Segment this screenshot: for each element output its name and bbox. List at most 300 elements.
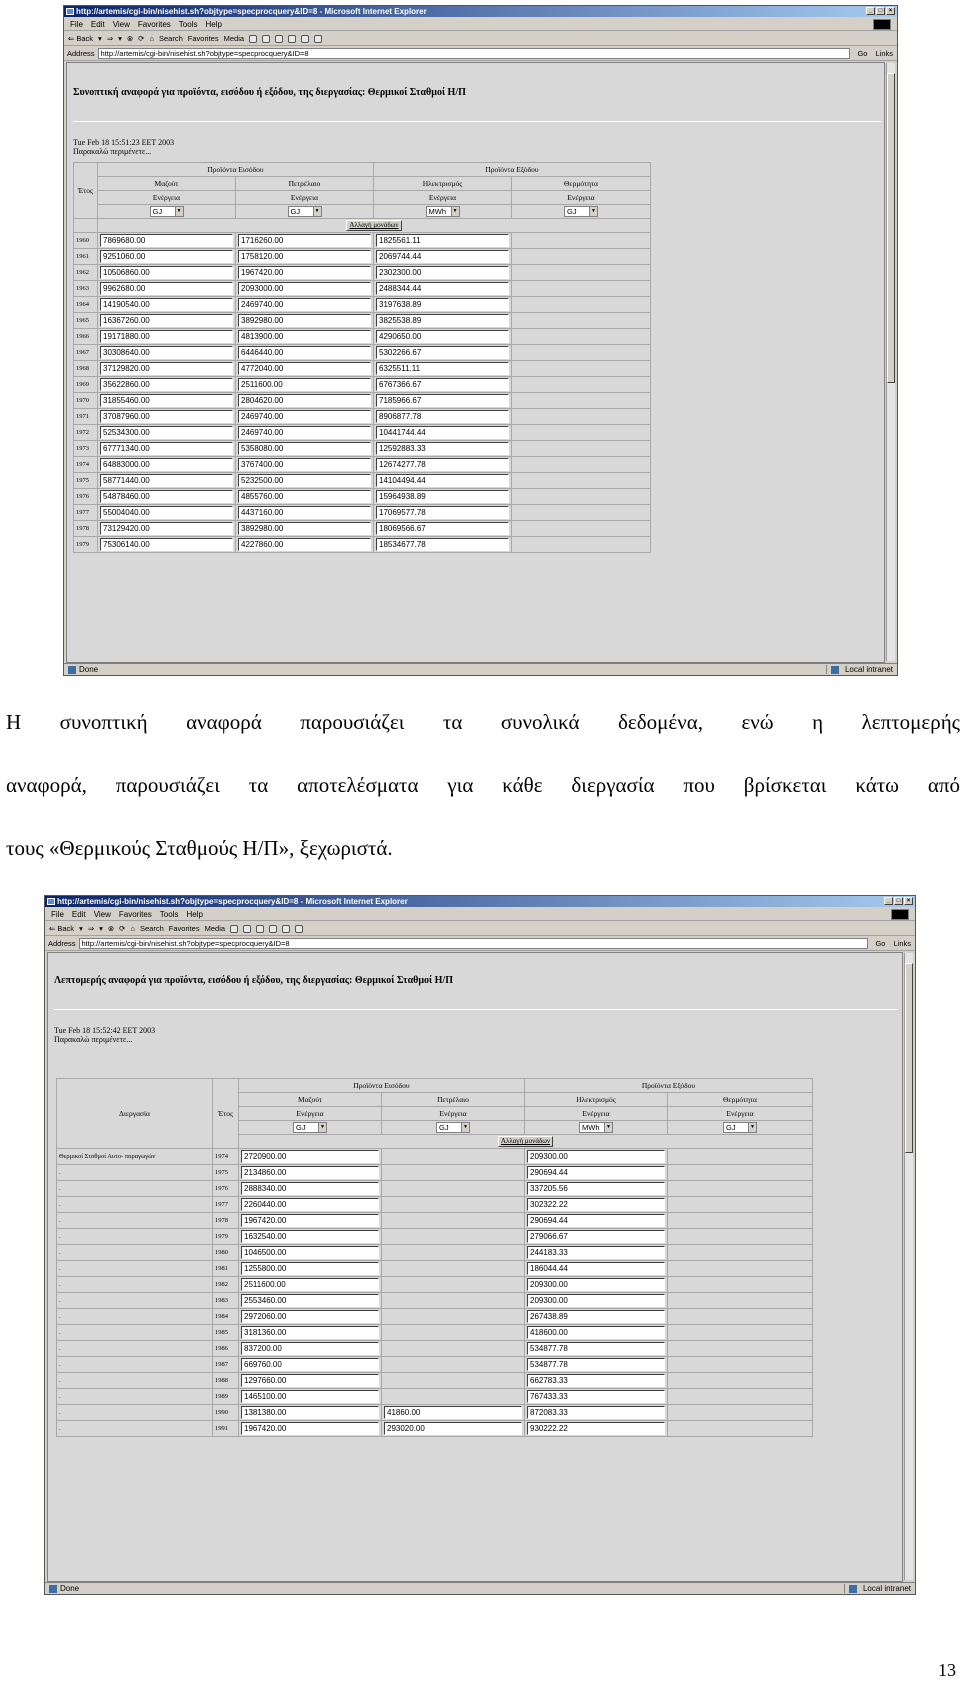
value-cell: [525, 1261, 668, 1277]
refresh-button[interactable]: ⟳: [119, 924, 126, 933]
value-field[interactable]: 2469740.00: [238, 410, 371, 423]
year-cell: 1982: [213, 1277, 239, 1293]
value-field[interactable]: 669760.00: [241, 1358, 379, 1371]
unit-select[interactable]: [288, 206, 322, 217]
value-field[interactable]: 19171880.00: [100, 330, 233, 343]
address-bar: [45, 937, 915, 951]
value-field[interactable]: 3892980.00: [238, 522, 371, 535]
value-field[interactable]: 73129420.00: [100, 522, 233, 535]
empty-cell: [512, 393, 651, 409]
empty-cell: [668, 1341, 813, 1357]
value-field[interactable]: 302322.22: [527, 1198, 665, 1211]
value-field[interactable]: 17069577.78: [376, 506, 509, 519]
value-field[interactable]: 290694.44: [527, 1166, 665, 1179]
value-field[interactable]: 16367260.00: [100, 314, 233, 327]
value-field[interactable]: 41860.00: [384, 1406, 522, 1419]
title-bar: [64, 6, 897, 17]
value-field[interactable]: 186044.44: [527, 1262, 665, 1275]
value-field[interactable]: 6767366.67: [376, 378, 509, 391]
value-field[interactable]: 2134860.00: [241, 1166, 379, 1179]
menu-edit[interactable]: Edit: [71, 909, 86, 919]
value-field[interactable]: 18069566.67: [376, 522, 509, 535]
unit-select[interactable]: [579, 1122, 613, 1133]
minimize-button[interactable]: _: [866, 7, 875, 15]
value-cell: [98, 441, 236, 457]
value-cell: [374, 249, 512, 265]
stop-button[interactable]: ⊗: [107, 924, 115, 933]
table-row: [57, 1405, 813, 1421]
value-cell: [236, 425, 374, 441]
close-button[interactable]: ×: [904, 897, 913, 905]
product-header: Πετρέλαιο: [236, 177, 374, 191]
value-cell: [525, 1213, 668, 1229]
value-cell: [382, 1181, 525, 1197]
value-field[interactable]: 75306140.00: [100, 538, 233, 551]
value-cell: [382, 1293, 525, 1309]
table-row: [74, 377, 651, 393]
value-field[interactable]: 418600.00: [527, 1326, 665, 1339]
product-header: Μαζούτ: [98, 177, 236, 191]
value-field[interactable]: 534877.78: [527, 1342, 665, 1355]
favorites-button[interactable]: Favorites: [187, 34, 219, 43]
year-cell: 1965: [74, 313, 98, 329]
value-field[interactable]: 4772040.00: [238, 362, 371, 375]
process-cell: .: [57, 1357, 213, 1373]
value-cell: [374, 313, 512, 329]
value-field[interactable]: 14190540.00: [100, 298, 233, 311]
value-field[interactable]: 4437160.00: [238, 506, 371, 519]
vertical-scrollbar[interactable]: [886, 63, 895, 661]
value-field[interactable]: 534877.78: [527, 1358, 665, 1371]
value-field[interactable]: 293020.00: [384, 1422, 522, 1435]
empty-cell: [512, 281, 651, 297]
unit-select[interactable]: [293, 1122, 327, 1133]
product-header: Ηλεκτρισμός: [374, 177, 512, 191]
value-field[interactable]: 3892980.00: [238, 314, 371, 327]
go-button[interactable]: Go: [857, 49, 868, 58]
menu-help[interactable]: Help: [205, 19, 222, 29]
value-field[interactable]: 55004040.00: [100, 506, 233, 519]
value-field[interactable]: 14104494.44: [376, 474, 509, 487]
favorites-button[interactable]: Favorites: [168, 924, 200, 933]
process-cell: .: [57, 1373, 213, 1389]
value-cell: [98, 473, 236, 489]
value-cell: [382, 1325, 525, 1341]
value-field[interactable]: 279066.67: [527, 1230, 665, 1243]
edit-icon[interactable]: [269, 925, 277, 933]
year-cell: 1990: [213, 1405, 239, 1421]
value-cell: [525, 1229, 668, 1245]
value-field[interactable]: 5302266.67: [376, 346, 509, 359]
window-title: http://artemis/cgi-bin/nisehist.sh?objtype=specprocquery&ID=8 - Microsoft Internet Explorer: [57, 897, 408, 906]
quantity-header: Ενέργεια: [668, 1107, 813, 1121]
value-field[interactable]: 5232500.00: [238, 474, 371, 487]
forward-dropdown-icon[interactable]: ▾: [99, 924, 103, 933]
quantity-header: Ενέργεια: [98, 191, 236, 205]
menu-tools[interactable]: Tools: [159, 909, 179, 919]
value-field[interactable]: 9962680.00: [100, 282, 233, 295]
value-field[interactable]: 10441744.44: [376, 426, 509, 439]
value-cell: [374, 233, 512, 249]
menu-favorites[interactable]: Favorites: [118, 909, 152, 919]
year-cell: 1974: [74, 457, 98, 473]
empty-cell: [668, 1389, 813, 1405]
empty-cell: [512, 377, 651, 393]
timestamp: Tue Feb 18 15:51:23 EET 2003: [73, 138, 175, 147]
value-field[interactable]: 6446440.00: [238, 346, 371, 359]
value-field[interactable]: 244183.33: [527, 1246, 665, 1259]
menu-edit[interactable]: Edit: [90, 19, 105, 29]
value-cell: [382, 1421, 525, 1437]
menu-tools[interactable]: Tools: [178, 19, 198, 29]
value-cell: [236, 457, 374, 473]
value-field[interactable]: 209300.00: [527, 1278, 665, 1291]
value-field[interactable]: 1465100.00: [241, 1390, 379, 1403]
value-field[interactable]: 2469740.00: [238, 298, 371, 311]
table-row: [74, 441, 651, 457]
value-field[interactable]: 2972060.00: [241, 1310, 379, 1323]
forward-dropdown-icon[interactable]: ▾: [118, 34, 122, 43]
year-cell: 1968: [74, 361, 98, 377]
value-field[interactable]: 2720900.00: [241, 1150, 379, 1163]
history-icon[interactable]: [249, 35, 257, 43]
table-row: [57, 1309, 813, 1325]
menu-favorites[interactable]: Favorites: [137, 19, 171, 29]
print-icon[interactable]: [256, 925, 264, 933]
value-field[interactable]: 2511600.00: [241, 1278, 379, 1291]
home-button[interactable]: ⌂: [130, 924, 135, 933]
table-row: [57, 1197, 813, 1213]
value-cell: [525, 1373, 668, 1389]
value-field[interactable]: 3825538.89: [376, 314, 509, 327]
value-field[interactable]: 1758120.00: [238, 250, 371, 263]
value-field[interactable]: 30308640.00: [100, 346, 233, 359]
menu-view[interactable]: View: [93, 909, 111, 919]
value-cell: [98, 233, 236, 249]
value-field[interactable]: 31855460.00: [100, 394, 233, 407]
value-field[interactable]: 1381380.00: [241, 1406, 379, 1419]
value-field[interactable]: 2469740.00: [238, 426, 371, 439]
value-cell: [382, 1261, 525, 1277]
table-row: [57, 1229, 813, 1245]
value-field[interactable]: 2804620.00: [238, 394, 371, 407]
value-cell: [236, 265, 374, 281]
value-field[interactable]: 662783.33: [527, 1374, 665, 1387]
unit-select[interactable]: [150, 206, 184, 217]
value-field[interactable]: 209300.00: [527, 1150, 665, 1163]
value-field[interactable]: 4290650.00: [376, 330, 509, 343]
empty-cell: [668, 1325, 813, 1341]
value-cell: [525, 1309, 668, 1325]
links-button[interactable]: Links: [875, 49, 893, 58]
value-field[interactable]: 54878460.00: [100, 490, 233, 503]
address-input[interactable]: http://artemis/cgi-bin/nisehist.sh?objtype=specprocquery&ID=8: [79, 938, 869, 949]
value-field[interactable]: 767433.33: [527, 1390, 665, 1403]
page-number: 13: [938, 1660, 956, 1680]
value-cell: [525, 1181, 668, 1197]
back-dropdown-icon[interactable]: ▾: [79, 924, 83, 933]
value-field[interactable]: 2260440.00: [241, 1198, 379, 1211]
address-input[interactable]: http://artemis/cgi-bin/nisehist.sh?objtype=specprocquery&ID=8: [98, 48, 851, 59]
value-field[interactable]: 2553460.00: [241, 1294, 379, 1307]
value-field[interactable]: 930222.22: [527, 1422, 665, 1435]
chevron-down-icon: ▼: [461, 1123, 469, 1132]
menu-file[interactable]: File: [51, 909, 64, 919]
go-button[interactable]: Go: [875, 939, 886, 948]
unit-select[interactable]: [426, 206, 460, 217]
minimize-button[interactable]: _: [884, 897, 893, 905]
title-bar: [45, 896, 915, 907]
empty-cell: [668, 1213, 813, 1229]
table-row: [74, 457, 651, 473]
unit-select[interactable]: [564, 206, 598, 217]
process-cell: .: [57, 1261, 213, 1277]
value-cell: [374, 409, 512, 425]
empty-cell: [668, 1165, 813, 1181]
value-field[interactable]: 2302300.00: [376, 266, 509, 279]
zone-text: Local intranet: [862, 1584, 911, 1593]
home-button[interactable]: ⌂: [149, 34, 154, 43]
quantity-header: Ενέργεια: [374, 191, 512, 205]
links-button[interactable]: Links: [893, 939, 911, 948]
value-cell: [236, 297, 374, 313]
close-button[interactable]: ×: [886, 7, 895, 15]
year-cell: 1984: [213, 1309, 239, 1325]
table-row: [74, 281, 651, 297]
year-cell: 1961: [74, 249, 98, 265]
scrollbar-thumb[interactable]: [887, 73, 895, 383]
wait-message: Παρακαλώ περιμένετε...: [54, 1035, 133, 1044]
table-row: [74, 313, 651, 329]
table-row: [74, 233, 651, 249]
value-cell: [374, 505, 512, 521]
value-field[interactable]: 6325511.11: [376, 362, 509, 375]
vertical-scrollbar[interactable]: [904, 953, 913, 1580]
table-row: [74, 409, 651, 425]
value-field[interactable]: 52534300.00: [100, 426, 233, 439]
value-field[interactable]: 8906877.78: [376, 410, 509, 423]
address-bar: [64, 47, 897, 61]
discuss-icon[interactable]: [301, 35, 309, 43]
unit-select[interactable]: [436, 1122, 470, 1133]
value-field[interactable]: 872083.33: [527, 1406, 665, 1419]
value-field[interactable]: 7869680.00: [100, 234, 233, 247]
value-field[interactable]: 10506860.00: [100, 266, 233, 279]
chevron-down-icon: ▼: [318, 1123, 326, 1132]
year-cell: 1983: [213, 1293, 239, 1309]
value-cell: [98, 345, 236, 361]
mail-icon[interactable]: [243, 925, 251, 933]
value-cell: [239, 1373, 382, 1389]
value-cell: [239, 1197, 382, 1213]
value-cell: [525, 1405, 668, 1421]
page-content: [66, 62, 885, 663]
value-cell: [236, 281, 374, 297]
menu-help[interactable]: Help: [186, 909, 203, 919]
value-field[interactable]: 1255800.00: [241, 1262, 379, 1275]
input-products-header: Προϊόντα Εισόδου: [98, 163, 374, 177]
value-field[interactable]: 15964938.89: [376, 490, 509, 503]
history-icon[interactable]: [230, 925, 238, 933]
mail-icon[interactable]: [262, 35, 270, 43]
empty-cell: [668, 1293, 813, 1309]
value-field[interactable]: 37129820.00: [100, 362, 233, 375]
value-cell: [98, 393, 236, 409]
chevron-down-icon: ▼: [748, 1123, 756, 1132]
value-field[interactable]: 18534677.78: [376, 538, 509, 551]
stop-button[interactable]: ⊗: [126, 34, 134, 43]
media-button[interactable]: Media: [204, 924, 226, 933]
value-cell: [239, 1245, 382, 1261]
empty-cell: [668, 1197, 813, 1213]
refresh-button[interactable]: ⟳: [138, 34, 145, 43]
empty-cell: [668, 1277, 813, 1293]
year-cell: 1976: [74, 489, 98, 505]
input-products-header: Προϊόντα Εισόδου: [239, 1079, 525, 1093]
value-field[interactable]: 3181360.00: [241, 1326, 379, 1339]
value-cell: [382, 1197, 525, 1213]
value-cell: [374, 521, 512, 537]
menu-view[interactable]: View: [112, 19, 130, 29]
value-field[interactable]: 337205.56: [527, 1182, 665, 1195]
value-field[interactable]: 58771440.00: [100, 474, 233, 487]
value-cell: [98, 537, 236, 553]
value-cell: [525, 1421, 668, 1437]
table-row: [57, 1421, 813, 1437]
value-field[interactable]: 290694.44: [527, 1214, 665, 1227]
table-row: [57, 1213, 813, 1229]
unit-select[interactable]: [723, 1122, 757, 1133]
year-cell: 1972: [74, 425, 98, 441]
value-field[interactable]: 7185966.67: [376, 394, 509, 407]
empty-cell: [512, 441, 651, 457]
value-cell: [374, 281, 512, 297]
messenger-icon[interactable]: [314, 35, 322, 43]
page-content: [47, 952, 903, 1582]
scrollbar-thumb[interactable]: [905, 963, 913, 1153]
year-cell: 1977: [213, 1197, 239, 1213]
process-cell: .: [57, 1277, 213, 1293]
edit-icon[interactable]: [288, 35, 296, 43]
value-field[interactable]: 1632540.00: [241, 1230, 379, 1243]
menu-file[interactable]: File: [70, 19, 83, 29]
print-icon[interactable]: [275, 35, 283, 43]
year-cell: 1986: [213, 1341, 239, 1357]
value-field[interactable]: 37087960.00: [100, 410, 233, 423]
value-field[interactable]: 1967420.00: [241, 1422, 379, 1435]
value-field[interactable]: 2888340.00: [241, 1182, 379, 1195]
year-cell: 1975: [74, 473, 98, 489]
year-cell: 1962: [74, 265, 98, 281]
value-field[interactable]: 1297660.00: [241, 1374, 379, 1387]
intranet-icon: [849, 1585, 857, 1593]
change-units-button[interactable]: Αλλαγή μονάδων: [346, 220, 401, 231]
value-field[interactable]: 1967420.00: [241, 1214, 379, 1227]
value-cell: [525, 1165, 668, 1181]
value-field[interactable]: 3197638.89: [376, 298, 509, 311]
year-cell: 1979: [213, 1229, 239, 1245]
value-cell: [239, 1389, 382, 1405]
value-field[interactable]: 1967420.00: [238, 266, 371, 279]
back-button[interactable]: ⇐ Back: [68, 34, 94, 43]
value-field[interactable]: 5358080.00: [238, 442, 371, 455]
process-cell: .: [57, 1325, 213, 1341]
value-field[interactable]: 209300.00: [527, 1294, 665, 1307]
value-field[interactable]: 2511600.00: [238, 378, 371, 391]
value-field[interactable]: 4813900.00: [238, 330, 371, 343]
value-field[interactable]: 4227860.00: [238, 538, 371, 551]
empty-cell: [668, 1149, 813, 1165]
maximize-button[interactable]: □: [876, 7, 885, 15]
value-field[interactable]: 35622860.00: [100, 378, 233, 391]
back-dropdown-icon[interactable]: ▾: [98, 34, 102, 43]
value-field[interactable]: 9251060.00: [100, 250, 233, 263]
messenger-icon[interactable]: [295, 925, 303, 933]
browser-window-summary: [63, 5, 898, 676]
year-header: Έτος: [74, 163, 98, 219]
search-button[interactable]: Search: [140, 924, 164, 933]
value-field[interactable]: 2488344.44: [376, 282, 509, 295]
value-cell: [374, 265, 512, 281]
value-field[interactable]: 2093000.00: [238, 282, 371, 295]
discuss-icon[interactable]: [282, 925, 290, 933]
back-button[interactable]: ⇐ Back: [49, 924, 75, 933]
value-field[interactable]: 4855760.00: [238, 490, 371, 503]
value-field[interactable]: 2069744.44: [376, 250, 509, 263]
search-button[interactable]: Search: [159, 34, 183, 43]
value-cell: [98, 377, 236, 393]
process-cell: .: [57, 1405, 213, 1421]
forward-button[interactable]: ⇒: [87, 924, 95, 933]
value-field[interactable]: 64883000.00: [100, 458, 233, 471]
value-field[interactable]: 1716260.00: [238, 234, 371, 247]
unit-value: GJ: [296, 1123, 306, 1132]
menu-bar: [64, 18, 897, 31]
year-cell: 1967: [74, 345, 98, 361]
value-field[interactable]: 67771340.00: [100, 442, 233, 455]
unit-value: GJ: [152, 207, 163, 216]
value-field[interactable]: 1046500.00: [241, 1246, 379, 1259]
table-row: [57, 1325, 813, 1341]
unit-value: GJ: [567, 207, 577, 216]
value-field[interactable]: 3767400.00: [238, 458, 371, 471]
value-field[interactable]: 1825561.11: [376, 234, 509, 247]
value-cell: [239, 1341, 382, 1357]
value-cell: [382, 1341, 525, 1357]
value-cell: [236, 521, 374, 537]
value-cell: [374, 489, 512, 505]
value-cell: [239, 1181, 382, 1197]
browser-window-detailed: [44, 895, 916, 1595]
year-cell: 1978: [213, 1213, 239, 1229]
maximize-button[interactable]: □: [894, 897, 903, 905]
value-cell: [239, 1421, 382, 1437]
unit-value: MWh: [582, 1123, 600, 1132]
value-cell: [236, 409, 374, 425]
value-cell: [236, 249, 374, 265]
value-field[interactable]: 267438.89: [527, 1310, 665, 1323]
value-field[interactable]: 837200.00: [241, 1342, 379, 1355]
value-field[interactable]: 12674277.78: [376, 458, 509, 471]
empty-cell: [512, 521, 651, 537]
forward-button[interactable]: ⇒: [106, 34, 114, 43]
value-cell: [236, 489, 374, 505]
value-cell: [239, 1149, 382, 1165]
media-button[interactable]: Media: [223, 34, 245, 43]
table-row: [74, 393, 651, 409]
change-units-button[interactable]: Αλλαγή μονάδων: [498, 1136, 553, 1147]
value-field[interactable]: 12592883.33: [376, 442, 509, 455]
